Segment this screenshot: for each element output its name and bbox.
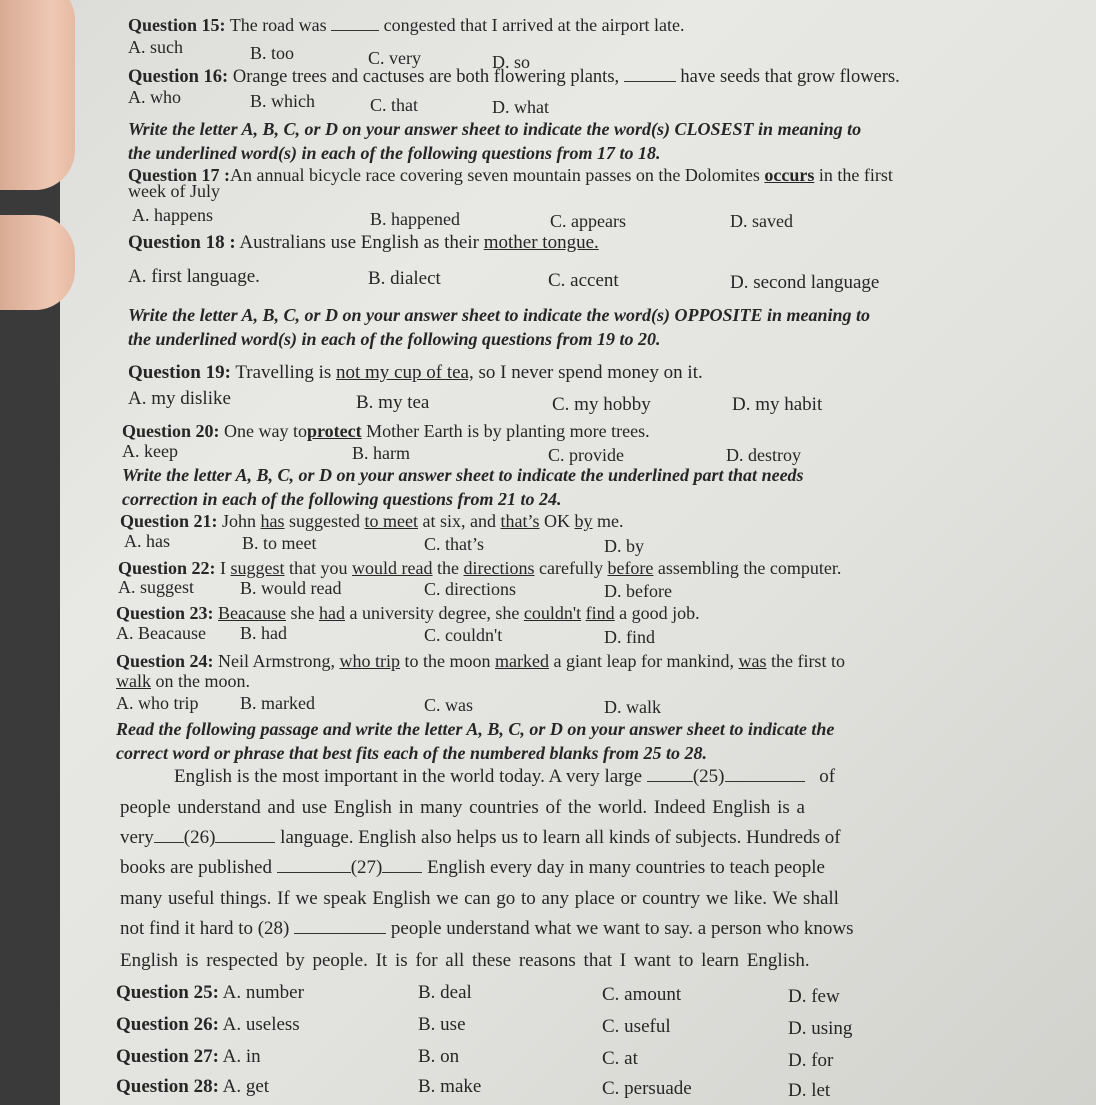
- instruction-correction-2: correction in each of the following questions from 21 to 24.: [122, 489, 562, 509]
- option-c: C. very: [368, 48, 421, 68]
- option-a: A. has: [124, 531, 170, 551]
- instruction-closest-2: the underlined word(s) in each of the following questions from 17 to 18.: [128, 143, 661, 163]
- option-c: C. accent: [548, 270, 619, 291]
- instruction-opposite: Write the letter A, B, C, or D on your answer sheet to indicate the word(s) OPPOSITE in meaning to: [128, 305, 871, 325]
- option-d: D. before: [604, 581, 672, 601]
- instruction-closest: Write the letter A, B, C, or D on your answer sheet to indicate the word(s) CLOSEST in meaning to: [128, 119, 862, 139]
- option-b: B. my tea: [356, 392, 430, 413]
- option-d: D. second language: [730, 272, 880, 293]
- passage-line-3: very (26) language. English also helps us to learn all kinds of subjects. Hundreds of: [120, 827, 841, 848]
- option-b: B. had: [240, 623, 287, 643]
- passage-line-7: English is respected by people. It is for all these reasons that I want to learn English.: [120, 950, 810, 971]
- passage-line-2: people understand and use English in many countries of the world. Indeed English is a: [120, 797, 805, 818]
- passage-line-1: English is the most important in the world today. A very large (25) of: [174, 766, 836, 787]
- question-19: Question 19: Travelling is not my cup of tea, so I never spend money on it.: [128, 362, 703, 383]
- option-c: C. was: [424, 695, 473, 715]
- finger-bottom: [0, 215, 75, 310]
- option-c: C. at: [602, 1048, 638, 1069]
- question-15: Question 15: The road was congested that I arrived at the airport late.: [128, 15, 685, 35]
- option-a: A. my dislike: [128, 388, 231, 409]
- option-b: B. on: [418, 1046, 460, 1067]
- option-b: B. harm: [352, 443, 410, 463]
- instruction-passage-2: correct word or phrase that best fits each of the numbered blanks from 25 to 28.: [116, 743, 708, 763]
- option-a: A. who: [128, 87, 181, 107]
- option-b: B. use: [418, 1014, 466, 1035]
- question-18: Question 18 : Australians use English as their mother tongue.: [128, 232, 599, 253]
- finger-top: [0, 0, 75, 190]
- instruction-opposite-2: the underlined word(s) in each of the following questions from 19 to 20.: [128, 329, 661, 349]
- option-d: D. so: [492, 52, 531, 72]
- option-c: C. amount: [602, 984, 682, 1005]
- option-a: A. such: [128, 37, 183, 57]
- answer-blank: [331, 16, 379, 31]
- option-d: D. using: [788, 1018, 853, 1039]
- question-26: Question 26: A. useless: [116, 1014, 300, 1035]
- option-d: D. saved: [730, 211, 793, 231]
- option-d: D. walk: [604, 697, 661, 717]
- instruction-passage: Read the following passage and write the letter A, B, C, or D on your answer sheet to indicate the: [116, 719, 835, 739]
- option-d: D. by: [604, 536, 644, 556]
- question-16: Question 16: Orange trees and cactuses are both flowering plants, have seeds that grow flowers.: [128, 67, 900, 87]
- question-24-cont: walk on the moon.: [116, 671, 250, 691]
- option-b: B. happened: [370, 209, 460, 229]
- option-d: D. destroy: [726, 445, 801, 465]
- question-27: Question 27: A. in: [116, 1046, 261, 1067]
- question-17: Question 17 :An annual bicycle race covering seven mountain passes on the Dolomites occurs in the first: [128, 165, 893, 185]
- option-c: C. that’s: [424, 534, 485, 554]
- option-d: D. let: [788, 1080, 831, 1101]
- option-b: B. would read: [240, 578, 342, 598]
- question-22: Question 22: I suggest that you would read the directions carefully before assembling the computer.: [118, 558, 842, 578]
- passage-line-5: many useful things. If we speak English we can go to any place or country we like. We shall: [120, 888, 839, 909]
- option-c: C. appears: [550, 211, 626, 231]
- option-a: A. first language.: [128, 266, 260, 287]
- option-b: B. make: [418, 1076, 482, 1097]
- option-c: C. provide: [548, 445, 624, 465]
- option-c: C. couldn't: [424, 625, 503, 645]
- question-24: Question 24: Neil Armstrong, who trip to the moon marked a giant leap for mankind, was the first to: [116, 651, 845, 671]
- option-c: C. directions: [424, 579, 516, 599]
- option-c: C. that: [370, 95, 418, 115]
- question-17-cont: week of July: [128, 181, 220, 201]
- option-d: D. few: [788, 986, 840, 1007]
- question-23: Question 23: Beacause she had a university degree, she couldn't find a good job.: [116, 603, 700, 623]
- instruction-correction: Write the letter A, B, C, or D on your answer sheet to indicate the underlined part that needs: [122, 465, 804, 485]
- passage-line-6: not find it hard to (28) people understand what we want to say. a person who knows: [120, 918, 854, 939]
- question-21: Question 21: John has suggested to meet at six, and that’s OK by me.: [120, 511, 624, 531]
- option-d: D. what: [492, 97, 549, 117]
- option-b: B. deal: [418, 982, 472, 1003]
- option-a: A. keep: [122, 441, 178, 461]
- answer-blank: [624, 67, 676, 82]
- option-b: B. too: [250, 43, 295, 63]
- option-c: C. useful: [602, 1016, 671, 1037]
- question-25: Question 25: A. number: [116, 982, 304, 1003]
- option-d: D. my habit: [732, 394, 823, 415]
- option-c: C. my hobby: [552, 394, 651, 415]
- question-20: Question 20: One way toprotect Mother Earth is by planting more trees.: [122, 421, 650, 441]
- option-b: B. to meet: [242, 533, 317, 553]
- option-b: B. which: [250, 91, 315, 111]
- option-a: A. happens: [132, 205, 213, 225]
- option-d: D. for: [788, 1050, 834, 1071]
- question-label: Question 15:: [128, 15, 226, 35]
- option-b: B. dialect: [368, 268, 441, 289]
- option-b: B. marked: [240, 693, 315, 713]
- question-28: Question 28: A. get: [116, 1076, 270, 1097]
- option-a: A. Beacause: [116, 623, 206, 643]
- option-d: D. find: [604, 627, 655, 647]
- option-a: A. suggest: [118, 577, 194, 597]
- passage-line-4: books are published (27) English every day in many countries to teach people: [120, 857, 825, 878]
- option-c: C. persuade: [602, 1078, 692, 1099]
- option-a: A. who trip: [116, 693, 199, 713]
